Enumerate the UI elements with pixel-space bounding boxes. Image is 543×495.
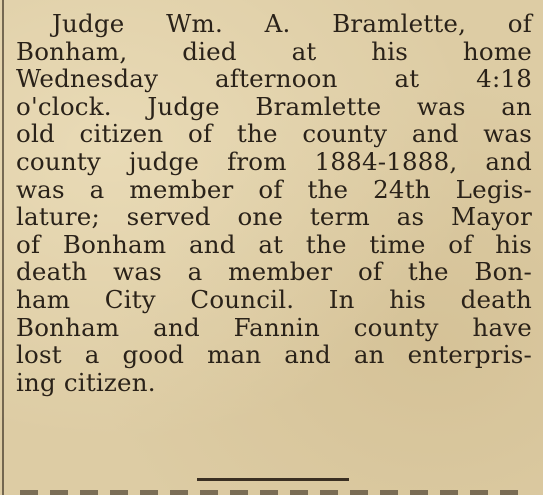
article-line: lost a good man and an enterpris- <box>16 340 532 370</box>
section-divider <box>197 478 349 481</box>
cropped-next-article-text <box>20 490 530 495</box>
article-line: was a member of the 24th Legis- <box>16 174 532 204</box>
article-line: o'clock. Judge Bramlette was an <box>16 91 532 121</box>
article-line: Judge Wm. A. Bramlette, of <box>52 9 532 38</box>
article-line: Bonham and Fannin county have <box>16 312 532 342</box>
article-line: lature; served one term as Mayor <box>16 202 532 232</box>
article-line: ham City Council. In his death <box>16 284 532 314</box>
article-line: death was a member of the Bon- <box>16 257 532 287</box>
article-line: of Bonham and at the time of his <box>16 229 532 259</box>
obituary-article <box>16 10 532 396</box>
article-line: old citizen of the county and was <box>16 119 532 149</box>
article-line: Wednesday afternoon at 4:18 <box>16 64 532 94</box>
article-line: county judge from 1884-1888, and <box>16 146 532 176</box>
article-line: ing citizen. <box>16 367 156 397</box>
article-line: Bonham, died at his home <box>16 36 532 66</box>
column-rule <box>2 0 4 495</box>
